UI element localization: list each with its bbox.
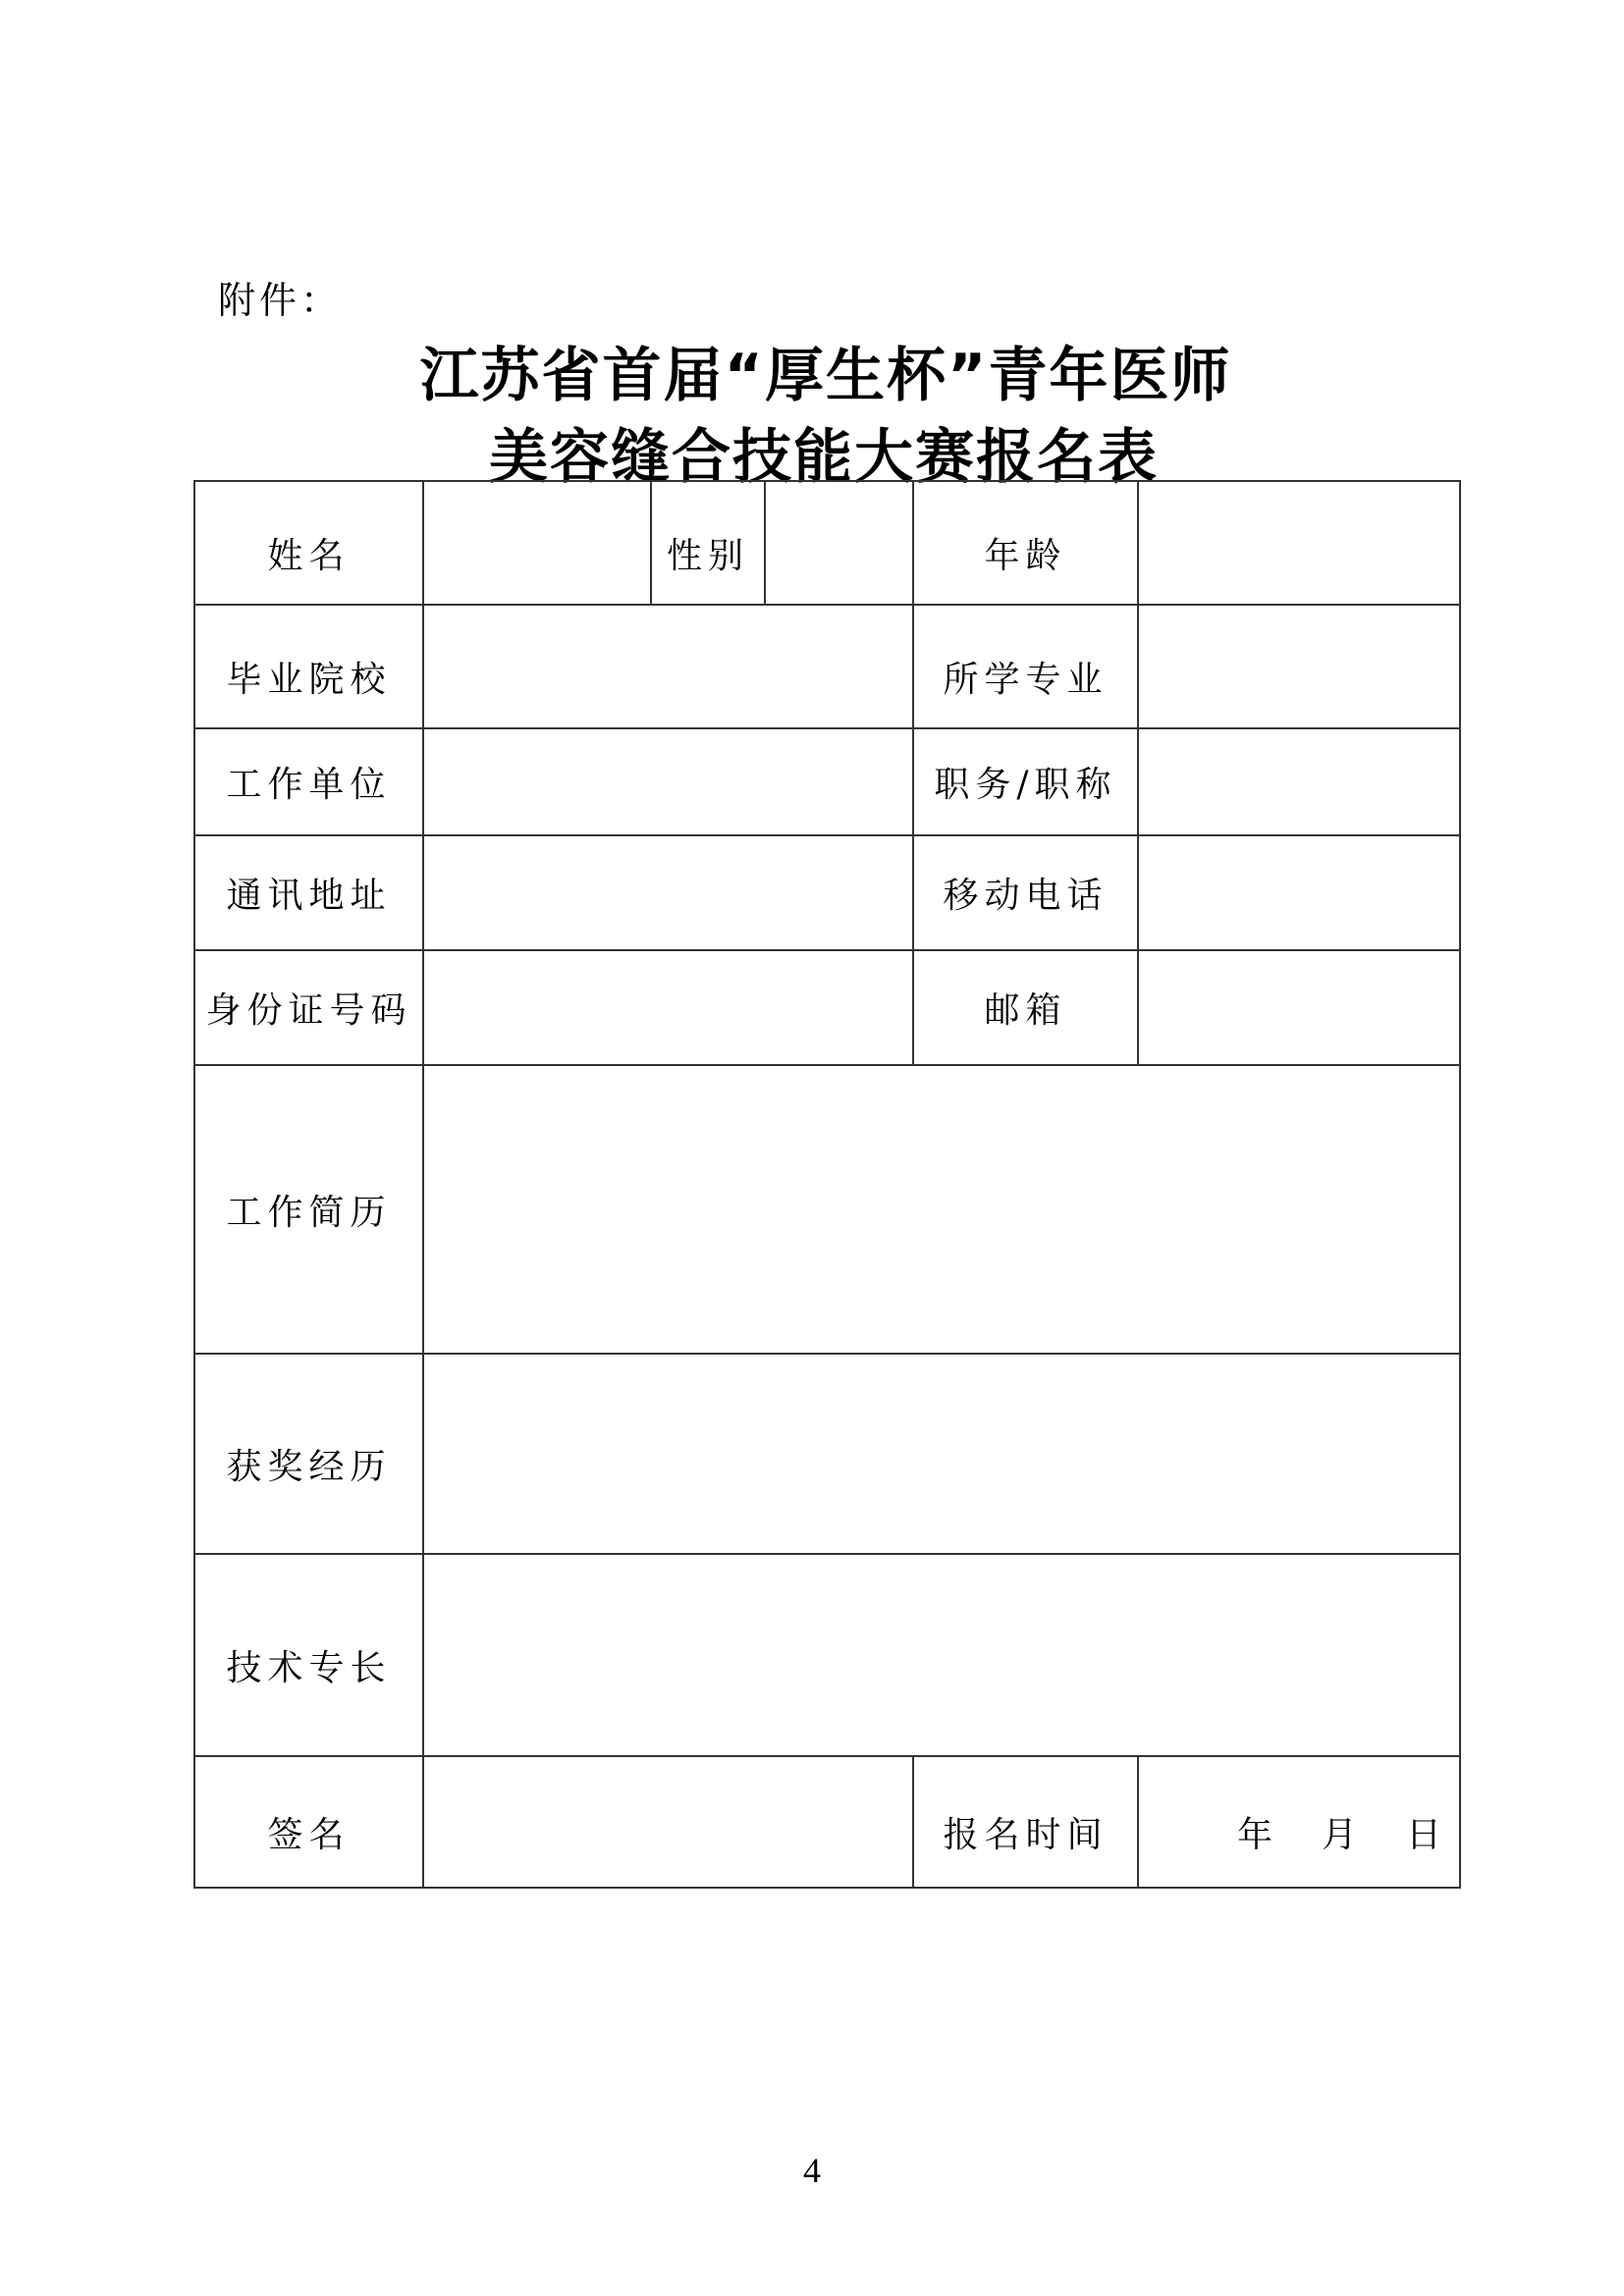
form-title-line2: 美容缝合技能大赛报名表	[489, 423, 1159, 492]
mobile-label: 移动电话	[913, 835, 1138, 950]
position-label: 职务/职称	[913, 728, 1138, 835]
row-signature	[194, 1756, 1460, 1888]
major-label: 所学专业	[913, 605, 1138, 728]
employer-field[interactable]	[423, 728, 913, 835]
major-field[interactable]	[1138, 605, 1460, 728]
skills-field[interactable]	[423, 1554, 1460, 1756]
row-id-email	[194, 950, 1460, 1065]
row-awards	[194, 1354, 1460, 1554]
age-label: 年龄	[913, 481, 1138, 605]
row-skills	[194, 1554, 1460, 1756]
age-field[interactable]	[1138, 481, 1460, 605]
id-number-label: 身份证号码	[194, 950, 423, 1065]
form-title-line1: 江苏省首届“厚生杯”青年医师	[419, 342, 1232, 410]
work-history-label: 工作简历	[194, 1065, 423, 1354]
reg-date-field[interactable]	[1138, 1756, 1460, 1888]
year-label: 年	[1236, 1814, 1272, 1855]
reg-time-label: 报名时间	[913, 1756, 1138, 1888]
work-history-field[interactable]	[423, 1065, 1460, 1354]
signature-field[interactable]	[423, 1756, 913, 1888]
id-number-field[interactable]	[423, 950, 913, 1065]
attachment-label: 附件：	[218, 279, 343, 322]
name-label: 姓名	[194, 481, 423, 605]
row-address-mobile	[194, 835, 1460, 950]
email-field[interactable]	[1138, 950, 1460, 1065]
school-field[interactable]	[423, 605, 913, 728]
address-label: 通讯地址	[194, 835, 423, 950]
employer-label: 工作单位	[194, 728, 423, 835]
signature-label: 签名	[194, 1756, 423, 1888]
skills-label: 技术专长	[194, 1554, 423, 1756]
awards-field[interactable]	[423, 1354, 1460, 1554]
awards-label: 获奖经历	[194, 1354, 423, 1554]
email-label: 邮箱	[913, 950, 1138, 1065]
mobile-field[interactable]	[1138, 835, 1460, 950]
row-employer-position	[194, 728, 1460, 835]
row-name-gender-age	[194, 481, 1460, 605]
gender-field[interactable]	[765, 481, 913, 605]
address-field[interactable]	[423, 835, 913, 950]
registration-form-table	[193, 480, 1461, 1889]
name-field[interactable]	[423, 481, 651, 605]
school-label: 毕业院校	[194, 605, 423, 728]
day-label: 日	[1405, 1814, 1441, 1855]
position-field[interactable]	[1138, 728, 1460, 835]
gender-label: 性别	[651, 481, 765, 605]
row-work-history	[194, 1065, 1460, 1354]
row-school-major	[194, 605, 1460, 728]
month-label: 月	[1321, 1814, 1357, 1855]
page-number: 4	[803, 2151, 821, 2190]
